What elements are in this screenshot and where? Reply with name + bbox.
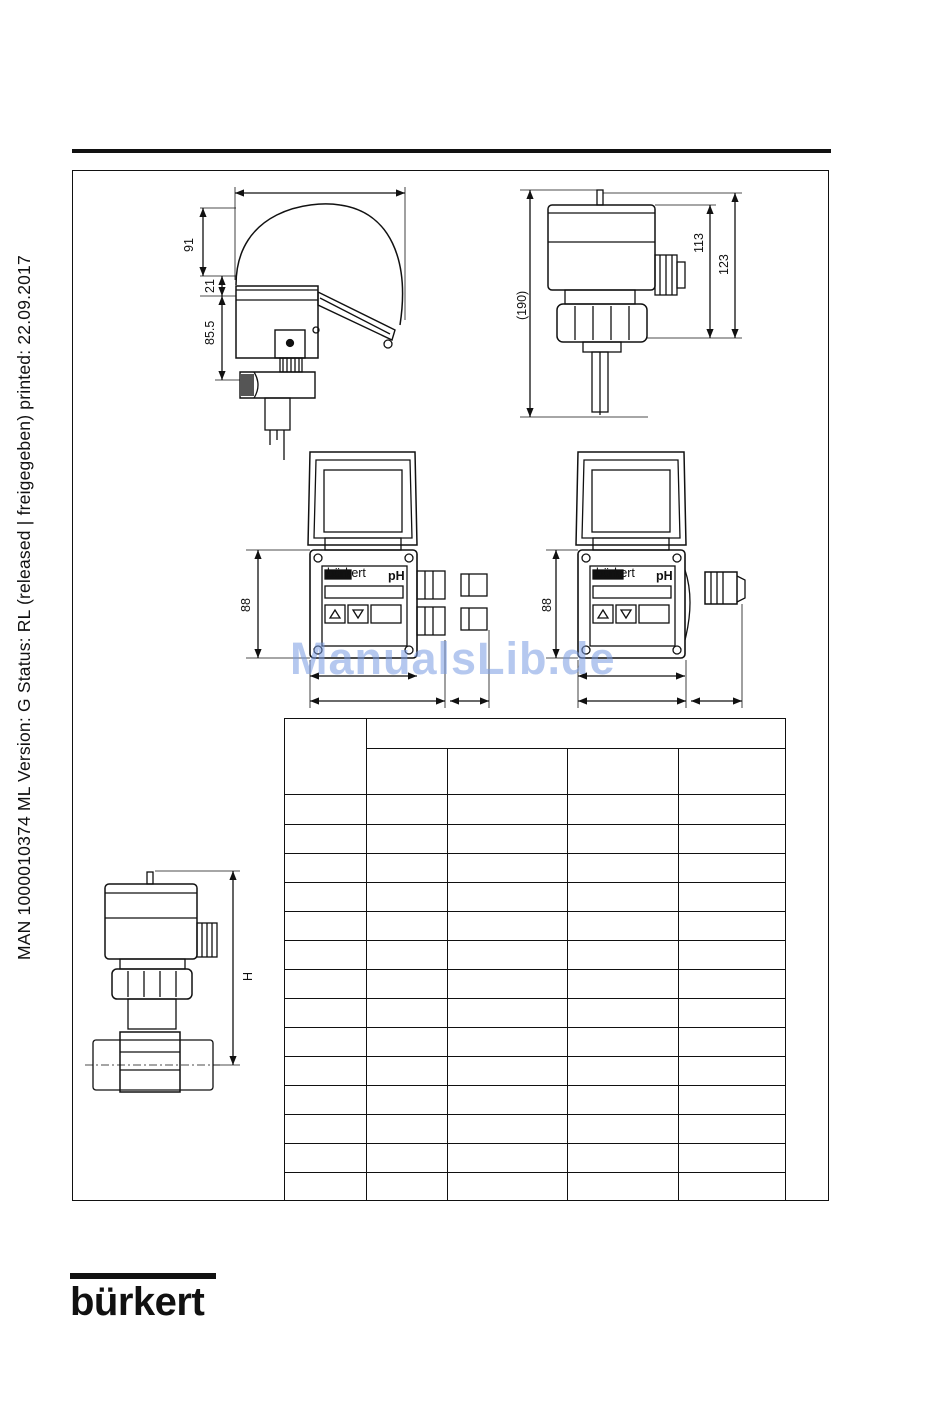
table-header-group — [367, 719, 786, 749]
table-row — [285, 1173, 786, 1201]
dim-190: (190) — [515, 290, 529, 320]
dim-88-left: 88 — [239, 598, 253, 612]
dim-88-right: 88 — [540, 598, 554, 612]
side-view-drawing — [200, 187, 405, 460]
dim-91: 91 — [182, 238, 196, 252]
dimensions-table — [284, 718, 786, 1201]
pipe-view-drawing — [85, 871, 240, 1092]
dim-113: 113 — [692, 233, 706, 253]
dim-123: 123 — [717, 254, 731, 275]
table-row — [285, 883, 786, 912]
table-header-cell — [679, 749, 786, 795]
dim-h: H — [241, 971, 255, 981]
table-row — [285, 1144, 786, 1173]
logo-text: bürkert — [70, 1280, 205, 1324]
table-row — [285, 854, 786, 883]
watermark: ManualsLib.de — [290, 633, 616, 684]
front-view-drawing — [520, 190, 742, 417]
table-row — [285, 795, 786, 825]
panel-left-ph-label: pH — [388, 569, 405, 583]
dim-85-5: 85.5 — [203, 320, 217, 345]
table-row — [285, 1057, 786, 1086]
table-row — [285, 1028, 786, 1057]
table-row — [285, 999, 786, 1028]
panel-left-brand: bürkert — [327, 566, 366, 580]
dim-21: 21 — [203, 279, 217, 293]
burkert-logo — [70, 1273, 216, 1322]
table-header-row-1 — [285, 719, 786, 749]
panel-right-ph-label: pH — [656, 569, 673, 583]
panel-right-brand: bürkert — [596, 566, 635, 580]
table-header-cell — [367, 749, 448, 795]
table-row — [285, 1115, 786, 1144]
table-row — [285, 941, 786, 970]
table-row — [285, 912, 786, 941]
table-row — [285, 1086, 786, 1115]
table-row — [285, 825, 786, 854]
table-header-cell — [285, 719, 367, 795]
document-id-vertical: MAN 1000010374 ML Version: G Status: RL (released | freigegeben) printed: 22.09.2017 — [14, 255, 34, 960]
table-header-cell — [568, 749, 679, 795]
table-row — [285, 970, 786, 999]
table-header-cell — [448, 749, 568, 795]
logo-bar — [70, 1273, 216, 1279]
